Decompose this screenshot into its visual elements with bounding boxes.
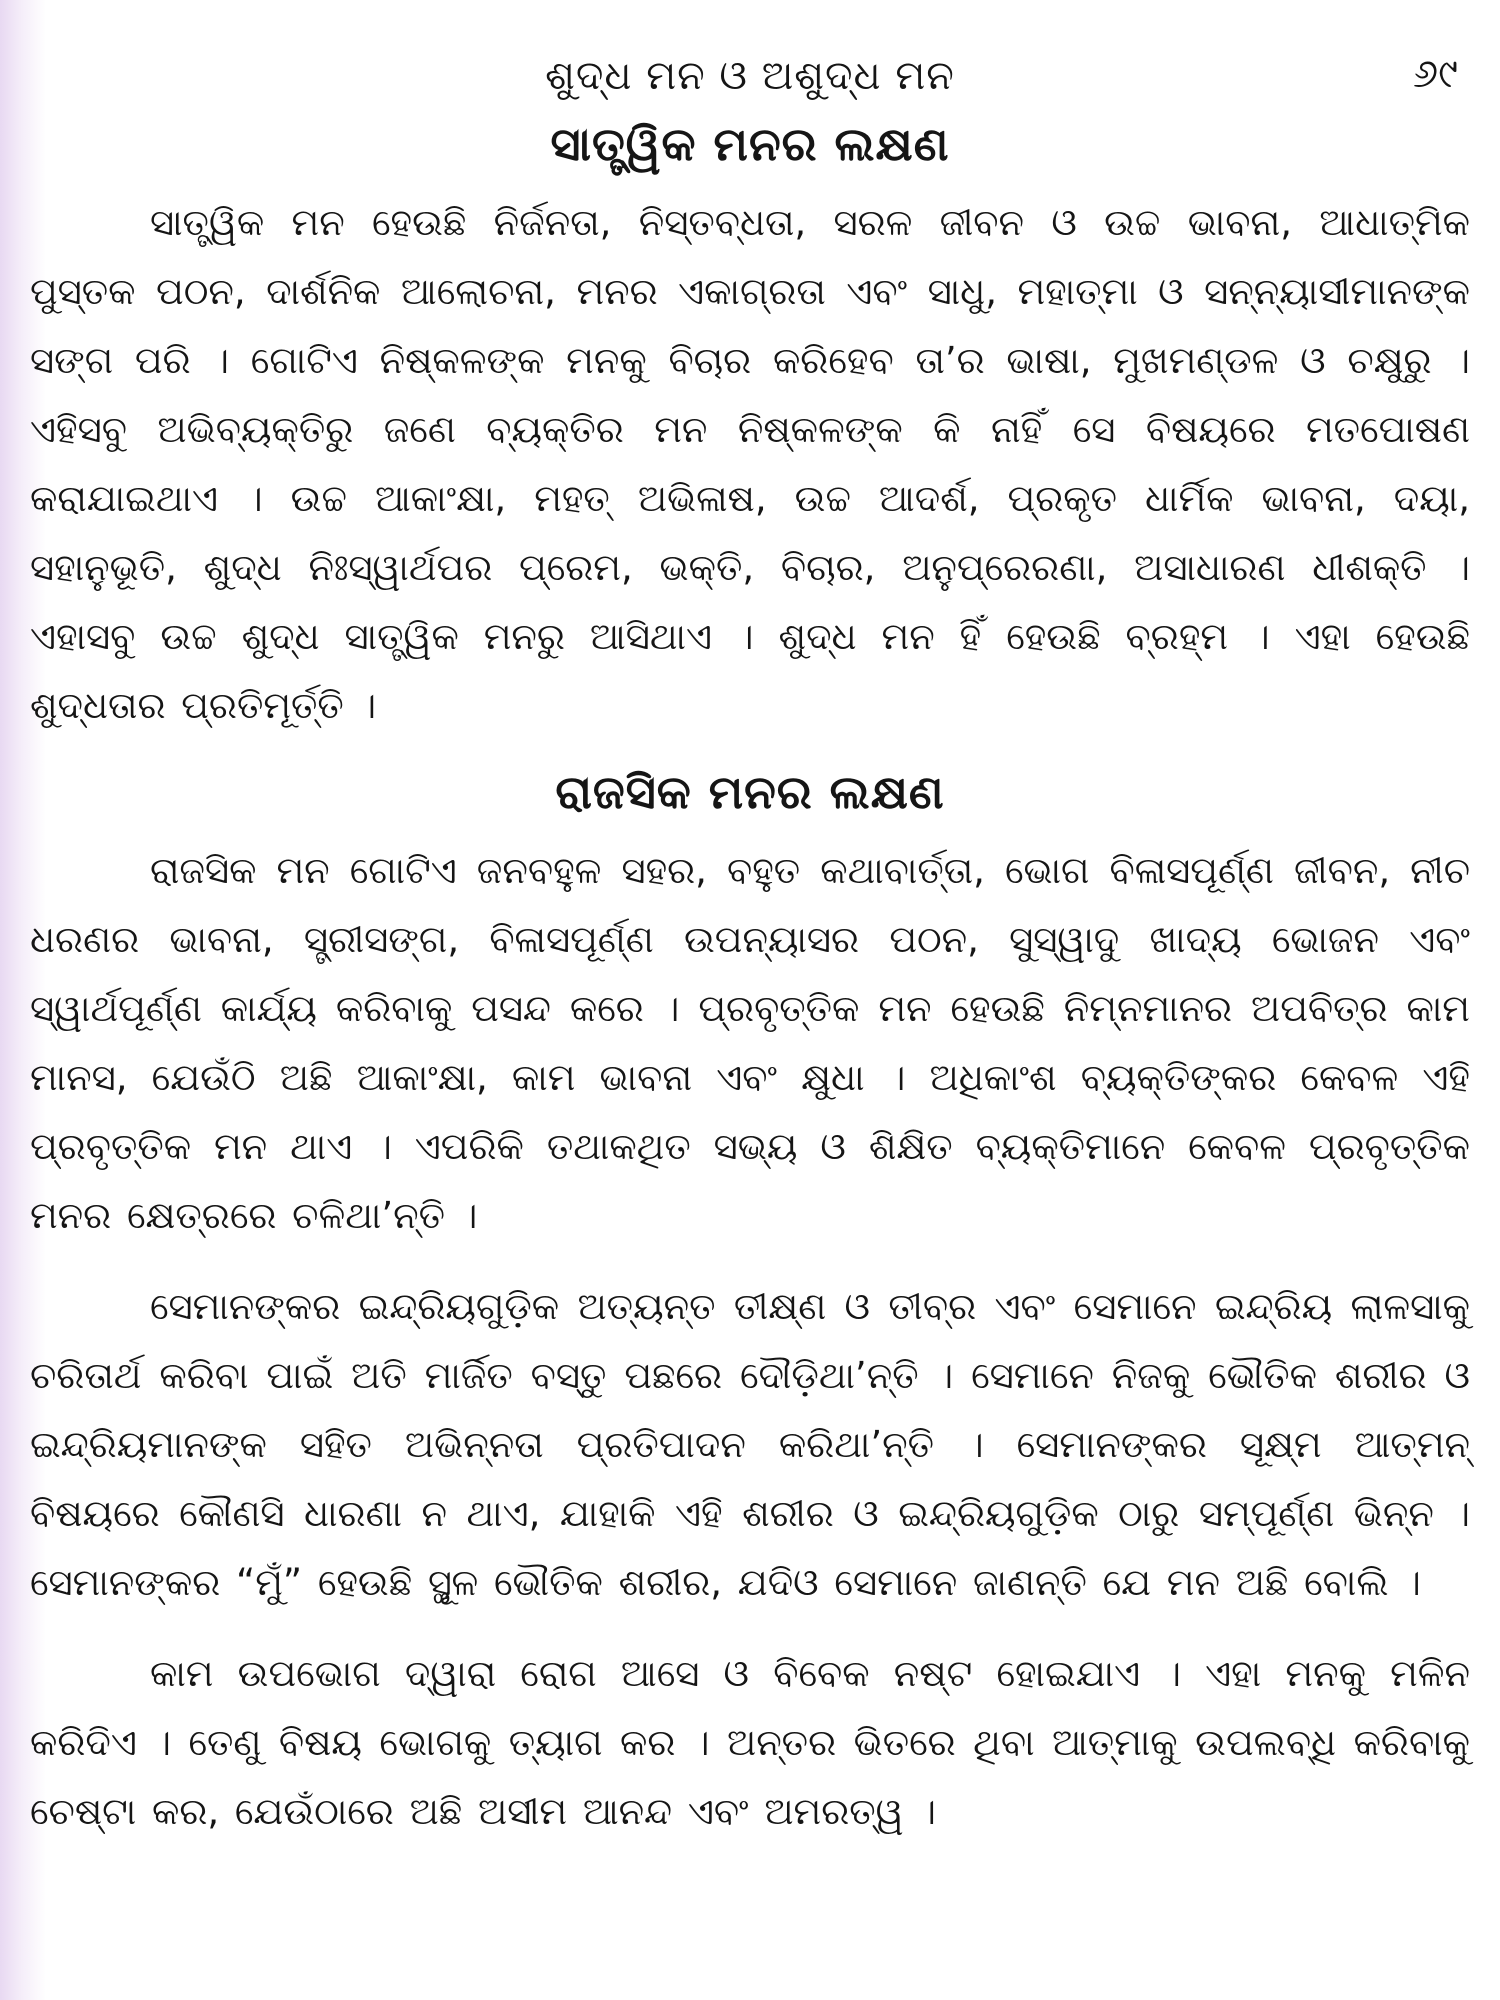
paragraph-rajasika-1: ରାଜସିକ ମନ ଗୋଟିଏ ଜନବହୁଳ ସହର, ବହୁତ କଥାବାର୍ତ୍ତା, ଭୋଗ ବିଳାସପୂର୍ଣ୍ଣ ଜୀବନ, ନୀଚ ଧରଣର ଭାବନା, ସ୍ତ୍ରୀସଙ୍ଗ, ବିଳାସପୂର୍ଣ୍ଣ ଉପନ୍ୟାସର ପଠନ, ସୁସ୍ୱାଦୁ ଖାଦ୍ୟ ଭୋଜନ ଏବଂ ସ୍ୱାର୍ଥପୂର୍ଣ୍ଣ କାର୍ଯ୍ୟ କରିବାକୁ ପସନ୍ଦ କରେ । ପ୍ରବୃତ୍ତିକ ମନ ହେଉଛି ନିମ୍ନମାନର ଅପବିତ୍ର କାମ ମାନସ, ଯେଉଁଠି ଅଛି ଆକାଂକ୍ଷା, କାମ ଭାବନା ଏବଂ କ୍ଷୁଧା । ଅଧିକାଂଶ ବ୍ୟକ୍ତିଙ୍କର କେବଳ ଏହି ପ୍ରବୃତ୍ତିକ ମନ ଥାଏ । ଏପରିକି ତଥାକଥିତ ସଭ୍ୟ ଓ ଶିକ୍ଷିତ ବ୍ୟକ୍ତିମାନେ କେବଳ ପ୍ରବୃତ୍ତିକ ମନର କ୍ଷେତ୍ରରେ ଚଳିଥା’ନ୍ତି । xyxy=(30,849,1470,1237)
running-header: ଶୁଦ୍ଧ ମନ ଓ ଅଶୁଦ୍ଧ ମନ xyxy=(545,53,955,99)
page-number: ୬୯ xyxy=(1413,51,1458,97)
section-heading-sattvika: ସାତ୍ତ୍ୱିକ ମନର ଲକ୍ଷଣ xyxy=(550,117,950,171)
page-content xyxy=(30,108,1470,1846)
paragraph-rajasika-2: ସେମାନଙ୍କର ଇନ୍ଦ୍ରିୟଗୁଡ଼ିକ ଅତ୍ୟନ୍ତ ତୀକ୍ଷ୍ଣ ଓ ତୀବ୍ର ଏବଂ ସେମାନେ ଇନ୍ଦ୍ରିୟ ଲାଳସାକୁ ଚରିତାର୍ଥ କରିବା ପାଇଁ ଅତି ମାର୍ଜିତ ବସ୍ତୁ ପଛରେ ଦୌଡ଼ିଥା’ନ୍ତି । ସେମାନେ ନିଜକୁ ଭୌତିକ ଶରୀର ଓ ଇନ୍ଦ୍ରିୟମାନଙ୍କ ସହିତ ଅଭିନ୍ନତା ପ୍ରତିପାଦନ କରିଥା’ନ୍ତି । ସେମାନଙ୍କର ସୂକ୍ଷ୍ମ ଆତ୍ମନ୍ ବିଷୟରେ କୌଣସି ଧାରଣା ନ ଥାଏ, ଯାହାକି ଏହି ଶରୀର ଓ ଇନ୍ଦ୍ରିୟଗୁଡ଼ିକ ଠାରୁ ସମ୍ପୂର୍ଣ୍ଣ ଭିନ୍ନ । ସେମାନଙ୍କର “ମୁଁ” ହେଉଛି ସ୍ଥୂଳ ଭୌତିକ ଶରୀର, ଯଦିଓ ସେମାନେ ଜାଣନ୍ତି ଯେ ମନ ଅଛି ବୋଲି । xyxy=(30,1285,1470,1604)
paragraph-sattvika: ସାତ୍ତ୍ୱିକ ମନ ହେଉଛି ନିର୍ଜନତା, ନିସ୍ତବ୍ଧତା, ସରଳ ଜୀବନ ଓ ଉଚ୍ଚ ଭାବନା, ଆଧାତ୍ମିକ ପୁସ୍ତକ ପଠନ, ଦାର୍ଶନିକ ଆଲୋଚନା, ମନର ଏକାଗ୍ରତା ଏବଂ ସାଧୁ, ମହାତ୍ମା ଓ ସନ୍ନ୍ୟାସୀମାନଙ୍କ ସଙ୍ଗ ପରି । ଗୋଟିଏ ନିଷ୍କଳଙ୍କ ମନକୁ ବିଚାର କରିହେବ ତା’ର ଭାଷା, ମୁଖମଣ୍ଡଳ ଓ ଚକ୍ଷୁରୁ । ଏହିସବୁ ଅଭିବ୍ୟକ୍ତିରୁ ଜଣେ ବ୍ୟକ୍ତିର ମନ ନିଷ୍କଳଙ୍କ କି ନାହିଁ ସେ ବିଷୟରେ ମତପୋଷଣ କରାଯାଇଥାଏ । ଉଚ୍ଚ ଆକାଂକ୍ଷା, ମହତ୍ ଅଭିଳାଷ, ଉଚ୍ଚ ଆଦର୍ଶ, ପ୍ରକୃତ ଧାର୍ମିକ ଭାବନା, ଦୟା, ସହାନୁଭୂତି, ଶୁଦ୍ଧ ନିଃସ୍ୱାର୍ଥପର ପ୍ରେମ, ଭକ୍ତି, ବିଚାର, ଅନୁପ୍ରେରଣା, ଅସାଧାରଣ ଧୀଶକ୍ତି । ଏହାସବୁ ଉଚ୍ଚ ଶୁଦ୍ଧ ସାତ୍ତ୍ୱିକ ମନରୁ ଆସିଥାଏ । ଶୁଦ୍ଧ ମନ ହିଁ ହେଉଛି ବ୍ରହ୍ମ । ଏହା ହେଉଛି ଶୁଦ୍ଧତାର ପ୍ରତିମୂର୍ତ୍ତି । xyxy=(30,201,1470,727)
paragraph-rajasika-3: କାମ ଉପଭୋଗ ଦ୍ୱାରା ରୋଗ ଆସେ ଓ ବିବେକ ନଷ୍ଟ ହୋଇଯାଏ । ଏହା ମନକୁ ମଳିନ କରିଦିଏ । ତେଣୁ ବିଷୟ ଭୋଗକୁ ତ୍ୟାଗ କର । ଅନ୍ତର ଭିତରେ ଥିବା ଆତ୍ମାକୁ ଉପଲବ୍ଧି କରିବାକୁ ଚେଷ୍ଟା କର, ଯେଉଁଠାରେ ଅଛି ଅସୀମ ଆନନ୍ଦ ଏବଂ ଅମରତ୍ୱ । xyxy=(30,1652,1470,1833)
section-heading-rajasika: ରାଜସିକ ମନର ଲକ୍ଷଣ xyxy=(555,765,945,819)
